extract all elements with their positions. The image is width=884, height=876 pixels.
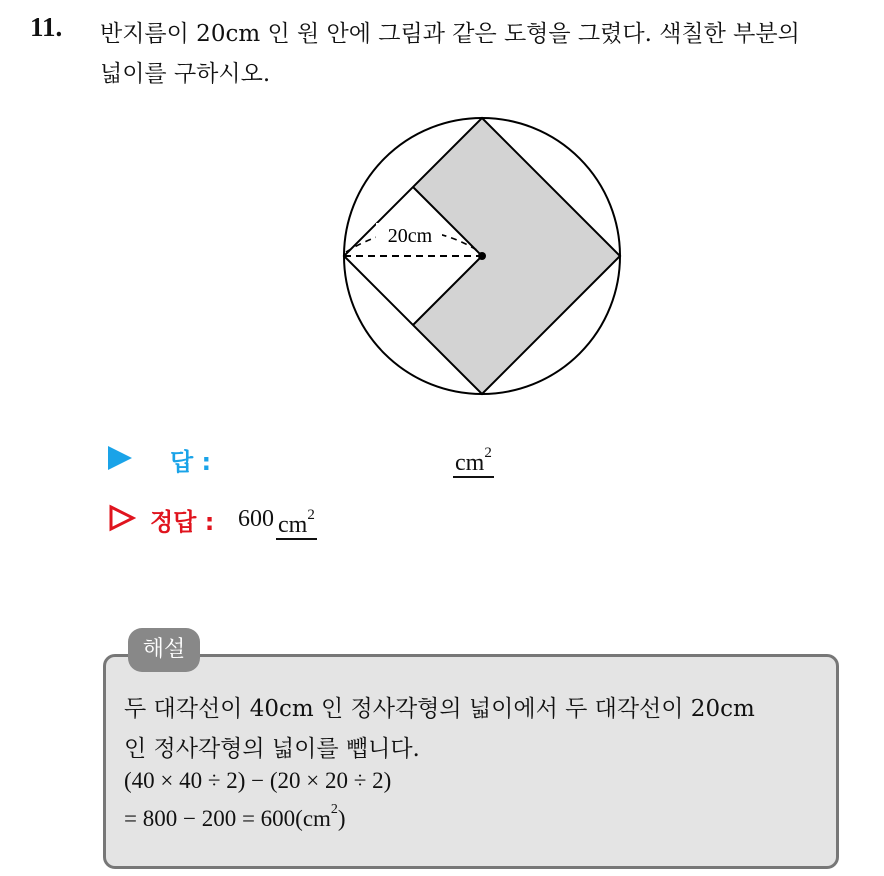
explanation-line-4: = $800 - 200 = 600(cm^2)$ <box>124 802 346 831</box>
play-triangle-icon <box>108 446 132 470</box>
correct-answer-label: 정답 : <box>150 508 215 536</box>
correct-answer-row <box>108 500 408 540</box>
outline-triangle-icon <box>108 504 136 532</box>
explanation-line-1: 두 대각선이 40cm 인 정사각형의 넓이에서 두 대각선이 20cm <box>124 696 755 722</box>
explanation-line-2: 인 정사각형의 넓이를 뺍니다. <box>124 736 420 762</box>
question-text-line-1: 반지름이 20cm 인 원 안에 그림과 같은 도형을 그렸다. 색칠한 부분의 <box>100 21 800 47</box>
answer-row <box>108 440 528 480</box>
answer-unit: $cm^2$ <box>455 445 492 476</box>
correct-answer-value: 600 <box>238 506 274 532</box>
explanation-tag: 해설 <box>128 628 200 672</box>
question-text-line-2: 넓이를 구하시오. <box>100 61 271 87</box>
correct-answer-unit: $cm^2$ <box>278 507 315 538</box>
radius-label: 20cm <box>387 225 433 247</box>
answer-label: 답 : <box>170 448 212 476</box>
explanation-line-3: (40 × 40 ÷ 2) − (20 × 20 ÷ 2) <box>124 768 392 793</box>
question-number: 11. <box>30 12 63 42</box>
geometry-figure <box>336 110 628 402</box>
center-point <box>478 252 486 260</box>
